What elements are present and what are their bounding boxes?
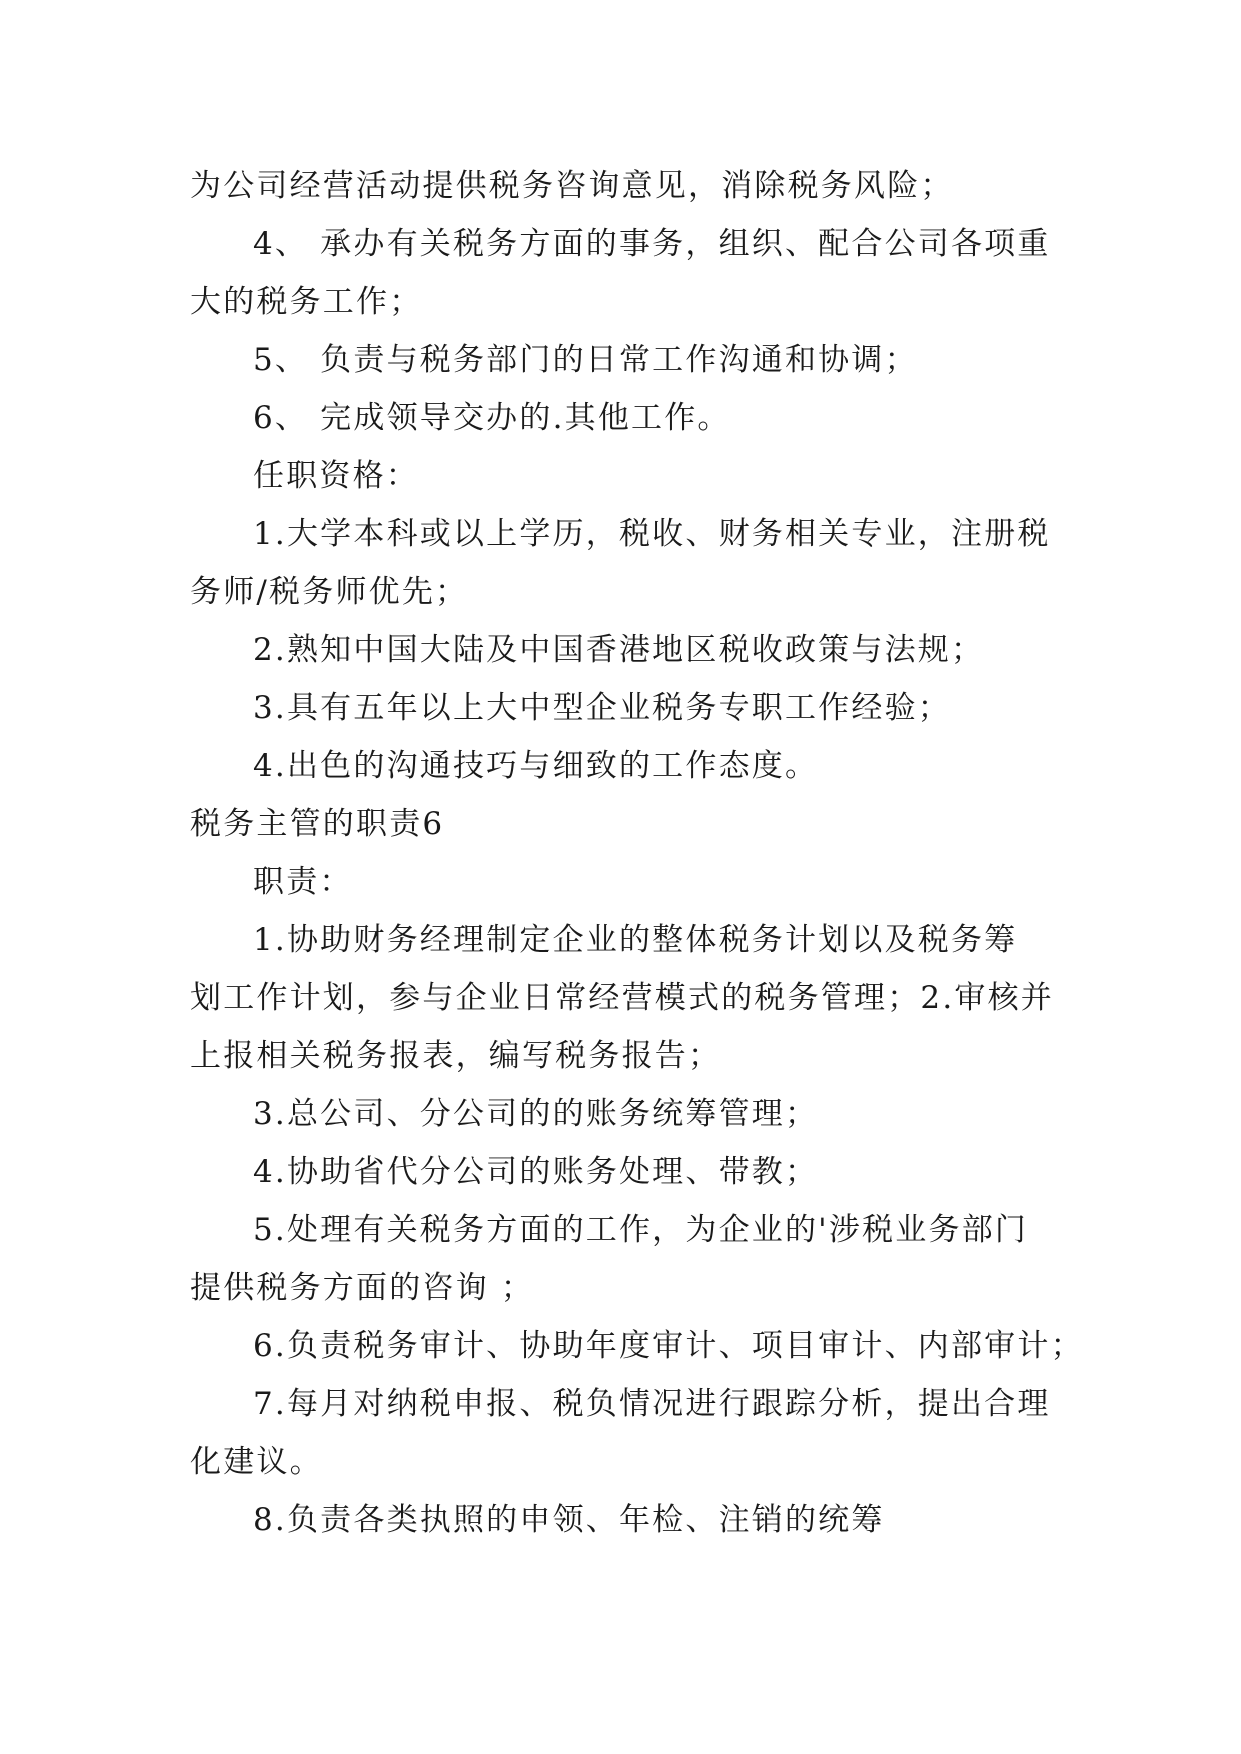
paragraph-line: 6、 完成领导交办的.其他工作。 <box>253 400 731 436</box>
paragraph-line: 化建议。 <box>190 1444 323 1480</box>
paragraph-line: 1.协助财务经理制定企业的整体税务计划以及税务筹 <box>253 922 1018 958</box>
paragraph-line: 5.处理有关税务方面的工作，为企业的'涉税业务部门 <box>253 1212 1029 1248</box>
paragraph-line: 4、 承办有关税务方面的事务，组织、配合公司各项重 <box>253 226 1051 262</box>
paragraph-line: 8.负责各类执照的申领、年检、注销的统筹 <box>253 1502 885 1538</box>
paragraph-line: 2.熟知中国大陆及中国香港地区税收政策与法规； <box>253 632 985 668</box>
paragraph-line: 3.总公司、分公司的的账务统筹管理； <box>253 1096 819 1132</box>
section-heading: 任职资格： <box>253 458 419 494</box>
paragraph-line: 为公司经营活动提供税务咨询意见，消除税务风险； <box>190 168 954 204</box>
paragraph-line: 大的税务工作； <box>190 284 423 320</box>
paragraph-line: 提供税务方面的咨询 ； <box>190 1270 535 1306</box>
paragraph-line: 上报相关税务报表，编写税务报告； <box>190 1038 722 1074</box>
paragraph-line: 4.出色的沟通技巧与细致的工作态度。 <box>253 748 819 784</box>
section-heading: 职责： <box>253 864 353 900</box>
paragraph-line: 4.协助省代分公司的账务处理、带教； <box>253 1154 819 1190</box>
paragraph-line: 3.具有五年以上大中型企业税务专职工作经验； <box>253 690 951 726</box>
paragraph-line: 1.大学本科或以上学历，税收、财务相关专业，注册税 <box>253 516 1051 552</box>
paragraph-line: 5、 负责与税务部门的日常工作沟通和协调； <box>253 342 918 378</box>
paragraph-line: 划工作计划，参与企业日常经营模式的税务管理；2.审核并 <box>190 980 1054 1016</box>
paragraph-line: 6.负责税务审计、协助年度审计、项目审计、内部审计； <box>253 1328 1084 1364</box>
paragraph-line: 7.每月对纳税申报、税负情况进行跟踪分析，提出合理 <box>253 1386 1051 1422</box>
document-heading: 税务主管的职责6 <box>190 806 445 842</box>
paragraph-line: 务师/税务师优先； <box>190 574 469 610</box>
